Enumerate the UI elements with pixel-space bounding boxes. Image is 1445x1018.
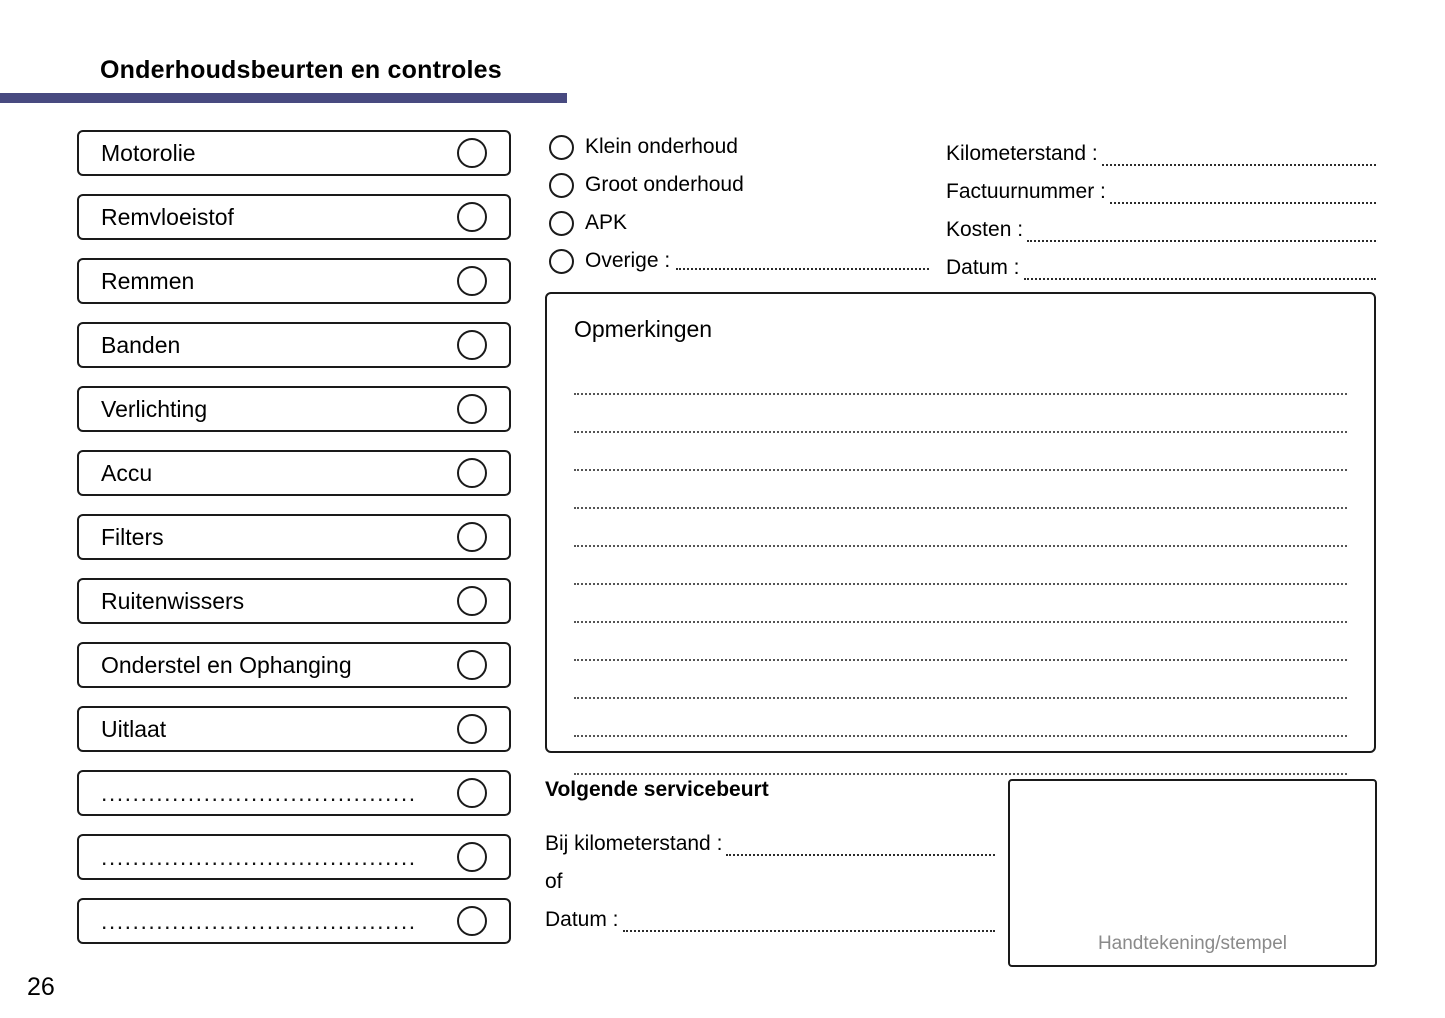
checkbox-circle-icon[interactable] — [457, 202, 487, 232]
checkbox-circle-icon[interactable] — [457, 650, 487, 680]
checkbox-circle-icon[interactable] — [457, 778, 487, 808]
field-factuurnummer[interactable] — [946, 166, 1376, 204]
next-service-section — [545, 778, 995, 932]
service-record-fields — [946, 128, 1376, 280]
checklist-row[interactable] — [77, 578, 511, 624]
checklist-item-label: Uitlaat — [101, 715, 167, 742]
checkbox-circle-icon[interactable] — [457, 906, 487, 936]
service-type-options — [549, 128, 929, 280]
signature-box[interactable] — [1008, 779, 1377, 967]
checklist-item-blank-line: ........................................ — [101, 907, 417, 934]
next-service-date-label: Datum : — [545, 908, 619, 931]
checklist-item-label: Filters — [101, 523, 164, 550]
option-groot-onderhoud[interactable] — [549, 166, 929, 204]
remarks-line[interactable] — [574, 433, 1347, 471]
checklist-item-label: Verlichting — [101, 395, 208, 422]
option-overige-input[interactable] — [676, 253, 929, 270]
field-kosten[interactable] — [946, 204, 1376, 242]
option-label: Groot onderhoud — [585, 173, 744, 196]
checkbox-circle-icon[interactable] — [457, 586, 487, 616]
checkbox-circle-icon[interactable] — [457, 714, 487, 744]
checklist-row-blank[interactable] — [77, 770, 511, 816]
radio-circle-icon[interactable] — [549, 249, 574, 274]
option-label: Klein onderhoud — [585, 135, 738, 158]
checklist-row-blank[interactable] — [77, 834, 511, 880]
checklist-row[interactable] — [77, 130, 511, 176]
checkbox-circle-icon[interactable] — [457, 458, 487, 488]
checklist-item-label: Accu — [101, 459, 153, 486]
remarks-line[interactable] — [574, 471, 1347, 509]
radio-circle-icon[interactable] — [549, 135, 574, 160]
checklist-row[interactable] — [77, 642, 511, 688]
checkbox-circle-icon[interactable] — [457, 842, 487, 872]
checklist-item-label: Onderstel en Ophanging — [101, 651, 352, 678]
checklist-item-blank-line: ........................................ — [101, 843, 417, 870]
checklist-row[interactable] — [77, 194, 511, 240]
checklist-item-label: Remvloeistof — [101, 203, 234, 230]
field-value-input[interactable] — [1102, 147, 1376, 166]
checklist-row[interactable] — [77, 706, 511, 752]
checklist-row-blank[interactable] — [77, 898, 511, 944]
remarks-line[interactable] — [574, 547, 1347, 585]
maintenance-checklist — [77, 130, 511, 962]
checkbox-circle-icon[interactable] — [457, 138, 487, 168]
checkbox-circle-icon[interactable] — [457, 522, 487, 552]
checkbox-circle-icon[interactable] — [457, 330, 487, 360]
checklist-row[interactable] — [77, 514, 511, 560]
field-value-input[interactable] — [1024, 261, 1376, 280]
page-number: 26 — [27, 973, 55, 1001]
next-service-mileage-input[interactable] — [726, 837, 995, 856]
option-apk[interactable] — [549, 204, 929, 242]
next-service-title: Volgende servicebeurt — [545, 778, 769, 801]
next-service-mileage-label: Bij kilometerstand : — [545, 832, 723, 855]
checkbox-circle-icon[interactable] — [457, 266, 487, 296]
field-datum[interactable] — [946, 242, 1376, 280]
field-value-input[interactable] — [1110, 185, 1376, 204]
radio-circle-icon[interactable] — [549, 173, 574, 198]
header-rule — [0, 93, 567, 103]
field-label: Factuurnummer : — [946, 180, 1106, 203]
signature-caption: Handtekening/stempel — [1097, 933, 1288, 954]
remarks-line[interactable] — [574, 357, 1347, 395]
remarks-line[interactable] — [574, 737, 1347, 775]
checklist-item-label: Ruitenwissers — [101, 587, 245, 614]
next-service-date-input[interactable] — [623, 913, 995, 932]
checklist-item-label: Remmen — [101, 267, 195, 294]
checklist-row[interactable] — [77, 450, 511, 496]
field-label: Datum : — [946, 256, 1020, 279]
remarks-line[interactable] — [574, 395, 1347, 433]
field-kilometerstand[interactable] — [946, 128, 1376, 166]
next-service-or-label: of — [545, 870, 563, 893]
remarks-box — [545, 292, 1376, 753]
next-service-mileage[interactable] — [545, 818, 995, 856]
option-overige[interactable] — [549, 242, 929, 280]
field-label: Kosten : — [946, 218, 1024, 241]
remarks-line[interactable] — [574, 509, 1347, 547]
option-label: Overige : — [585, 249, 671, 272]
remarks-line[interactable] — [574, 699, 1347, 737]
remarks-line[interactable] — [574, 661, 1347, 699]
checklist-item-label: Banden — [101, 331, 181, 358]
remarks-line[interactable] — [574, 623, 1347, 661]
option-label: APK — [585, 211, 628, 234]
checklist-row[interactable] — [77, 258, 511, 304]
remarks-line[interactable] — [574, 585, 1347, 623]
radio-circle-icon[interactable] — [549, 211, 574, 236]
checklist-row[interactable] — [77, 322, 511, 368]
field-label: Kilometerstand : — [946, 142, 1098, 165]
remarks-title: Opmerkingen — [574, 316, 713, 342]
page-title: Onderhoudsbeurten en controles — [100, 56, 502, 84]
field-value-input[interactable] — [1027, 223, 1376, 242]
checkbox-circle-icon[interactable] — [457, 394, 487, 424]
checklist-item-label: Motorolie — [101, 139, 196, 166]
checklist-item-blank-line: ........................................ — [101, 779, 417, 806]
remarks-lines[interactable] — [574, 357, 1347, 775]
next-service-date[interactable] — [545, 894, 995, 932]
checklist-row[interactable] — [77, 386, 511, 432]
option-klein-onderhoud[interactable] — [549, 128, 929, 166]
